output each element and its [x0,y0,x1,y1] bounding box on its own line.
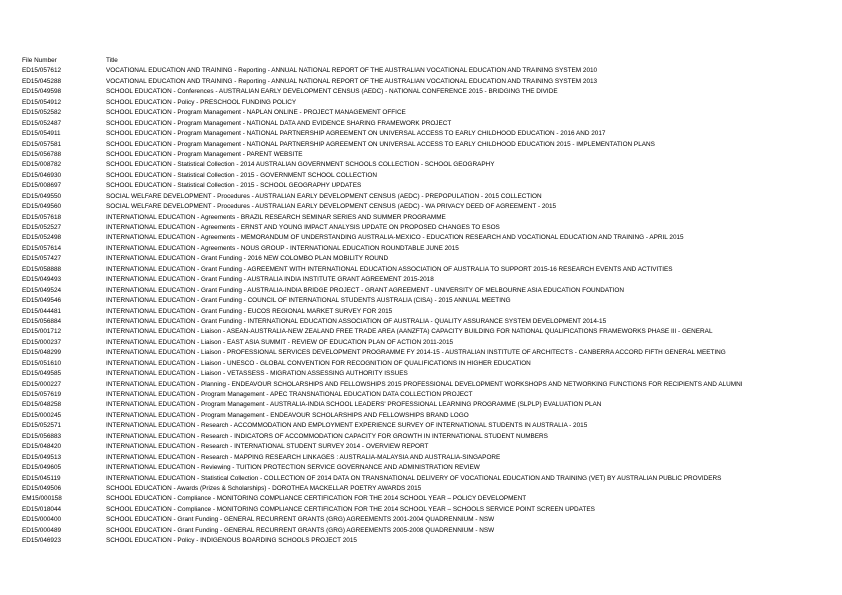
file-number-cell: ED15/058888 [22,265,62,273]
table-row [22,160,832,170]
file-number-cell: ED15/057427 [22,255,62,263]
table-row [22,265,832,275]
file-number-cell: ED15/045119 [22,474,61,482]
table-row [22,327,832,337]
file-number-cell: ED15/000227 [22,380,62,388]
file-number-cell: ED15/052582 [22,109,62,117]
file-number-cell: ED15/048420 [22,443,62,451]
title-cell: INTERNATIONAL EDUCATION - Grant Funding - AUSTRALIA-INDIA BRIDGE PROJECT - GRANT AGREEMENT - UNIVERSITY OF MELBOURNE ASIA EDUCATION FOUNDATION [106,286,624,294]
table-row [22,390,832,400]
file-number-cell: ED15/008782 [22,161,62,169]
table-row [22,129,832,139]
file-number-cell: ED15/051610 [22,359,62,367]
table-row [22,296,832,306]
table-row [22,233,832,243]
file-number-header: File Number [22,57,57,64]
title-cell: SCHOOL EDUCATION - Grant Funding - GENERAL RECURRENT GRANTS (GRG) AGREEMENTS 2005-2008 QUADRENNIUM - NSW [106,526,495,534]
table-row [22,411,832,421]
file-number-cell: ED15/018044 [22,505,62,513]
file-number-cell: ED15/044481 [22,307,62,315]
table-row [22,369,832,379]
table-row [22,66,832,76]
title-cell: INTERNATIONAL EDUCATION - Grant Funding - EUCOS REGIONAL MARKET SURVEY FOR 2015 [106,307,393,315]
table-row [22,254,832,264]
title-cell: SCHOOL EDUCATION - Conferences - AUSTRALIAN EARLY DEVELOPMENT CENSUS (AEDC) - NATIONAL CONFERENCE 2015 - BRIDGING THE DIVIDE [106,88,558,96]
table-row [22,505,832,515]
table-row [22,192,832,202]
file-number-cell: ED15/056883 [22,432,62,440]
title-cell: VOCATIONAL EDUCATION AND TRAINING - Reporting - ANNUAL NATIONAL REPORT OF THE AUSTRALIAN VOCATIONAL EDUCATION AND TRAINING SYSTEM 2010 [106,67,598,75]
file-number-cell: ED15/049550 [22,192,62,200]
table-row [22,474,832,484]
file-number-cell: ED15/052487 [22,119,62,127]
table-row [22,494,832,504]
table-row [22,307,832,317]
file-number-cell: ED15/049493 [22,276,62,284]
table-row [22,536,832,546]
table-row [22,526,832,536]
title-cell: INTERNATIONAL EDUCATION - Liaison - EAST ASIA SUMMIT - REVIEW OF EDUCATION PLAN OF ACTION 2011-2015 [106,338,454,346]
file-number-cell: EM15/000158 [22,495,62,503]
title-cell: SCHOOL EDUCATION - Statistical Collection - 2015 - SCHOOL GEOGRAPHY UPDATES [106,182,362,190]
file-number-cell: ED15/000400 [22,516,62,524]
file-number-cell: ED15/049605 [22,464,62,472]
table-row [22,202,832,212]
title-cell: SCHOOL EDUCATION - Program Management - NATIONAL PARTNERSHIP AGREEMENT ON UNIVERSAL ACCESS TO EARLY CHILDHOOD EDUCATION 2015 - IMPLEMENTATION PLANS [106,140,655,148]
title-cell: INTERNATIONAL EDUCATION - Program Management - APEC TRANSNATIONAL EDUCATION DATA COLLECTION PROJECT [106,391,473,398]
title-cell: INTERNATIONAL EDUCATION - Agreements - NOUS GROUP - INTERNATIONAL EDUCATION ROUNDTABLE JUNE 2015 [106,244,459,252]
table-row [22,87,832,97]
table-row [22,463,832,473]
title-cell: SCHOOL EDUCATION - Awards (Prizes & Scholarships) - DOROTHEA MACKELLAR POETRY AWARDS 2015 [106,484,422,492]
title-cell: INTERNATIONAL EDUCATION - Grant Funding - AUSTRALIA INDIA INSTITUTE GRANT AGREEMENT 2015-2018 [106,276,434,284]
table-header [22,56,832,66]
title-cell: INTERNATIONAL EDUCATION - Agreements - MEMORANDUM OF UNDERSTANDING AUSTRALIA-MEXICO - EDUCATION RESEARCH AND VOCATIONAL EDUCATION AND TRAINING - APRIL 2015 [106,234,684,242]
title-cell: INTERNATIONAL EDUCATION - Statistical Collection - COLLECTION OF 2014 DATA ON TRANSNATIONAL DELIVERY OF VOCATIONAL EDUCATION AND TRAINING (VET) BY AUSTRALIAN PUBLIC PROVIDERS [106,474,722,482]
title-cell: SCHOOL EDUCATION - Program Management - NAPLAN ONLINE - PROJECT MANAGEMENT OFFICE [106,109,406,117]
table-row [22,338,832,348]
title-cell: INTERNATIONAL EDUCATION - Liaison - UNESCO - GLOBAL CONVENTION FOR RECOGNITION OF QUALIFICATIONS IN HIGHER EDUCATION [106,359,531,367]
title-cell: INTERNATIONAL EDUCATION - Agreements - BRAZIL RESEARCH SEMINAR SERIES AND SUMMER PROGRAMME [106,213,446,221]
title-cell: INTERNATIONAL EDUCATION - Research - ACCOMMODATION AND EMPLOYMENT EXPERIENCE SURVEY OF INTERNATIONAL STUDENTS IN AUSTRALIA - 2015 [106,422,588,430]
file-number-cell: ED15/057612 [22,67,62,75]
file-number-cell: ED15/000489 [22,526,62,534]
file-number-cell: ED15/049513 [22,453,62,461]
title-cell: INTERNATIONAL EDUCATION - Research - INDICATORS OF ACCOMMODATION CAPACITY FOR GROWTH IN INTERNATIONAL STUDENT NUMBERS [106,432,548,440]
title-cell: SCHOOL EDUCATION - Program Management - NATIONAL PARTNERSHIP AGREEMENT ON UNIVERSAL ACCESS TO EARLY CHILDHOOD EDUCATION - 2016 AND 2017 [106,130,606,138]
title-cell: SCHOOL EDUCATION - Statistical Collection - 2015 - GOVERNMENT SCHOOL COLLECTION [106,171,377,179]
title-cell: VOCATIONAL EDUCATION AND TRAINING - Reporting - ANNUAL NATIONAL REPORT OF THE AUSTRALIAN VOCATIONAL EDUCATION AND TRAINING SYSTEM 2013 [106,77,598,85]
title-cell: INTERNATIONAL EDUCATION - Liaison - VETASSESS - MIGRATION ASSESSING AUTHORITY ISSUES [106,370,408,378]
file-number-cell: ED15/046930 [22,171,62,179]
title-cell: SOCIAL WELFARE DEVELOPMENT - Procedures - AUSTRALIAN EARLY DEVELOPMENT CENSUS (AEDC) - WA PRIVACY DEED OF AGREEMENT - 2015 [106,203,557,211]
file-number-cell: ED15/008697 [22,182,62,190]
table-row [22,140,832,150]
table-row [22,453,832,463]
table-row [22,400,832,410]
table-row [22,213,832,223]
file-number-cell: ED15/048299 [22,349,62,357]
table-row [22,380,832,390]
title-cell: INTERNATIONAL EDUCATION - Liaison - ASEAN-AUSTRALIA-NEW ZEALAND FREE TRADE AREA (AANZFTA) CAPACITY BUILDING FOR NATIONAL QUALIFICATIONS FRAMEWORKS PHASE III - GENERAL [106,328,713,336]
title-cell: SCHOOL EDUCATION - Program Management - NATIONAL DATA AND EVIDENCE SHARING FRAMEWORK PROJECT [106,119,452,127]
table-row [22,317,832,327]
table-row [22,244,832,254]
file-number-cell: ED15/049524 [22,286,62,294]
title-cell: INTERNATIONAL EDUCATION - Agreements - ERNST AND YOUNG IMPACT ANALYSIS UPDATE ON PROPOSED CHANGES TO ESOS [106,224,500,231]
file-number-cell: ED15/045288 [22,77,62,85]
title-cell: INTERNATIONAL EDUCATION - Planning - ENDEAVOUR SCHOLARSHIPS AND FELLOWSHIPS 2015 PROFESSIONAL DEVELOPMENT WORKSHOPS AND NETWORKING FUNCTIONS FOR RECIPIENTS AND ALUMNI [106,380,743,388]
table-row [22,181,832,191]
title-cell: INTERNATIONAL EDUCATION - Research - MAPPING RESEARCH LINKAGES : AUSTRALIA-MALAYSIA AND AUSTRALIA-SINGAPORE [106,453,501,461]
file-number-cell: ED15/057581 [22,140,62,148]
title-cell: INTERNATIONAL EDUCATION - Grant Funding - AGREEMENT WITH INTERNATIONAL EDUCATION ASSOCIATION OF AUSTRALIA TO SUPPORT 2015-16 RESEARCH EVENTS AND ACTIVITIES [106,265,673,273]
table-row [22,286,832,296]
table-row [22,171,832,181]
table-row [22,108,832,118]
table-row [22,98,832,108]
title-cell: INTERNATIONAL EDUCATION - Program Management - AUSTRALIA-INDIA SCHOOL LEADERS' PROFESSIONAL LEARNING PROGRAMME (SLPLP) EVALUATION PLAN [106,401,602,409]
file-number-cell: ED15/000245 [22,411,62,419]
table-row [22,515,832,525]
file-list-table [22,56,832,547]
table-row [22,223,832,233]
file-number-cell: ED15/056884 [22,317,62,325]
table-row [22,77,832,87]
title-cell: SCHOOL EDUCATION - Program Management - PARENT WEBSITE [106,150,303,158]
file-number-cell: ED15/057618 [22,213,62,221]
title-cell: INTERNATIONAL EDUCATION - Research - INTERNATIONAL STUDENT SURVEY 2014 - OVERVIEW REPORT [106,443,429,451]
title-cell: SCHOOL EDUCATION - Grant Funding - GENERAL RECURRENT GRANTS (GRG) AGREEMENTS 2001-2004 QUADRENNIUM - NSW [106,516,495,524]
file-number-cell: ED15/001712 [22,328,62,336]
title-cell: SOCIAL WELFARE DEVELOPMENT - Procedures - AUSTRALIAN EARLY DEVELOPMENT CENSUS (AEDC) - PREPOPULATION - 2015 COLLECTION [106,192,542,200]
table-row [22,348,832,358]
title-cell: INTERNATIONAL EDUCATION - Liaison - PROFESSIONAL SERVICES DEVELOPMENT PROGRAMME FY 2014-15 - AUSTRALIAN INSTITUTE OF ARCHITECTS - CANBERRA ACCORD FIFTH GENERAL MEETING [106,349,726,357]
title-cell: INTERNATIONAL EDUCATION - Program Management - ENDEAVOUR SCHOLARSHIPS AND FELLOWSHIPS BRAND LOGO [106,411,469,419]
title-cell: INTERNATIONAL EDUCATION - Grant Funding - INTERNATIONAL EDUCATION ASSOCIATION OF AUSTRALIA - QUALITY ASSURANCE SYSTEM DEVELOPMENT 2014-15 [106,317,607,325]
title-cell: INTERNATIONAL EDUCATION - Grant Funding - COUNCIL OF INTERNATIONAL STUDENTS AUSTRALIA (CISA) - 2015 ANNUAL MEETING [106,297,511,305]
table-row [22,432,832,442]
file-number-cell: ED15/054911 [22,130,61,138]
file-number-cell: ED15/049506 [22,484,62,492]
title-header: Title [106,57,118,64]
file-number-cell: ED15/054912 [22,98,62,106]
table-row [22,359,832,369]
title-cell: SCHOOL EDUCATION - Compliance - MONITORING COMPLIANCE CERTIFICATION FOR THE 2014 SCHOOL YEAR – SCHOOLS SERVICE POINT SCREEN UPDATES [106,505,595,513]
title-cell: SCHOOL EDUCATION - Statistical Collection - 2014 AUSTRALIAN GOVERNMENT SCHOOLS COLLECTION - SCHOOL GEOGRAPHY [106,161,495,169]
title-cell: SCHOOL EDUCATION - Compliance - MONITORING COMPLIANCE CERTIFICATION FOR THE 2014 SCHOOL YEAR – POLICY DEVELOPMENT [106,495,527,503]
title-cell: INTERNATIONAL EDUCATION - Reviewing - TUITION PROTECTION SERVICE GOVERNANCE AND ADMINISTRATION REVIEW [106,464,480,472]
file-number-cell: ED15/057619 [22,391,62,398]
file-number-cell: ED15/049598 [22,88,62,96]
title-cell: INTERNATIONAL EDUCATION - Grant Funding - 2016 NEW COLOMBO PLAN MOBILITY ROUND [106,255,389,263]
table-row [22,421,832,431]
file-number-cell: ED15/049585 [22,370,62,378]
file-number-cell: ED15/057614 [22,244,62,252]
table-body [22,66,832,546]
file-number-cell: ED15/049560 [22,203,62,211]
file-number-cell: ED15/056788 [22,150,62,158]
title-cell: SCHOOL EDUCATION - Policy - INDIGENOUS BOARDING SCHOOLS PROJECT 2015 [106,537,357,545]
table-row [22,275,832,285]
table-row [22,484,832,494]
file-number-cell: ED15/052571 [22,422,62,430]
file-number-cell: ED15/000237 [22,338,62,346]
file-number-cell: ED15/049546 [22,297,62,305]
table-row [22,150,832,160]
title-cell: SCHOOL EDUCATION - Policy - PRESCHOOL FUNDING POLICY [106,98,297,106]
table-row [22,119,832,129]
file-number-cell: ED15/046923 [22,537,62,545]
table-row [22,442,832,452]
file-number-cell: ED15/052527 [22,224,62,231]
file-number-cell: ED15/048258 [22,401,62,409]
file-number-cell: ED15/052498 [22,234,62,242]
